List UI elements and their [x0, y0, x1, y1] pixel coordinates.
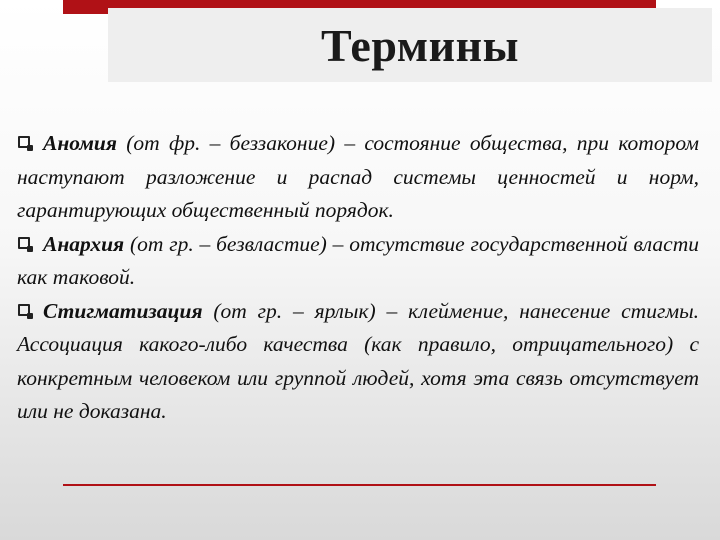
term-name: Анархия — [43, 231, 125, 256]
q-bullet-icon — [17, 236, 33, 252]
q-bullet-icon — [17, 303, 33, 319]
term-definition: (от гр. – ярлык) – клеймение, нанесение стигмы. Ассоциация какого-либо качества (как правило, отрицательного) с конкретным человеком или группой людей, хотя эта связь отсутствует или не доказана. — [17, 298, 699, 423]
term-item-anarchy — [17, 228, 699, 295]
term-definition: (от фр. – беззаконие) – состояние общества, при котором наступают разложение и распад системы ценностей и норм, гарантирующих общественный порядок. — [17, 131, 699, 222]
bottom-divider — [63, 484, 656, 486]
terms-list — [17, 127, 699, 429]
term-item-anomie — [17, 127, 699, 228]
term-item-stigmatization — [17, 295, 699, 429]
term-name: Стигматизация — [43, 298, 203, 323]
slide-title: Термины — [321, 19, 519, 71]
q-bullet-icon — [17, 135, 33, 151]
term-name: Аномия — [43, 131, 117, 155]
term-definition: (от гр. – безвластие) – отсутствие государственной власти как таковой. — [17, 231, 699, 289]
